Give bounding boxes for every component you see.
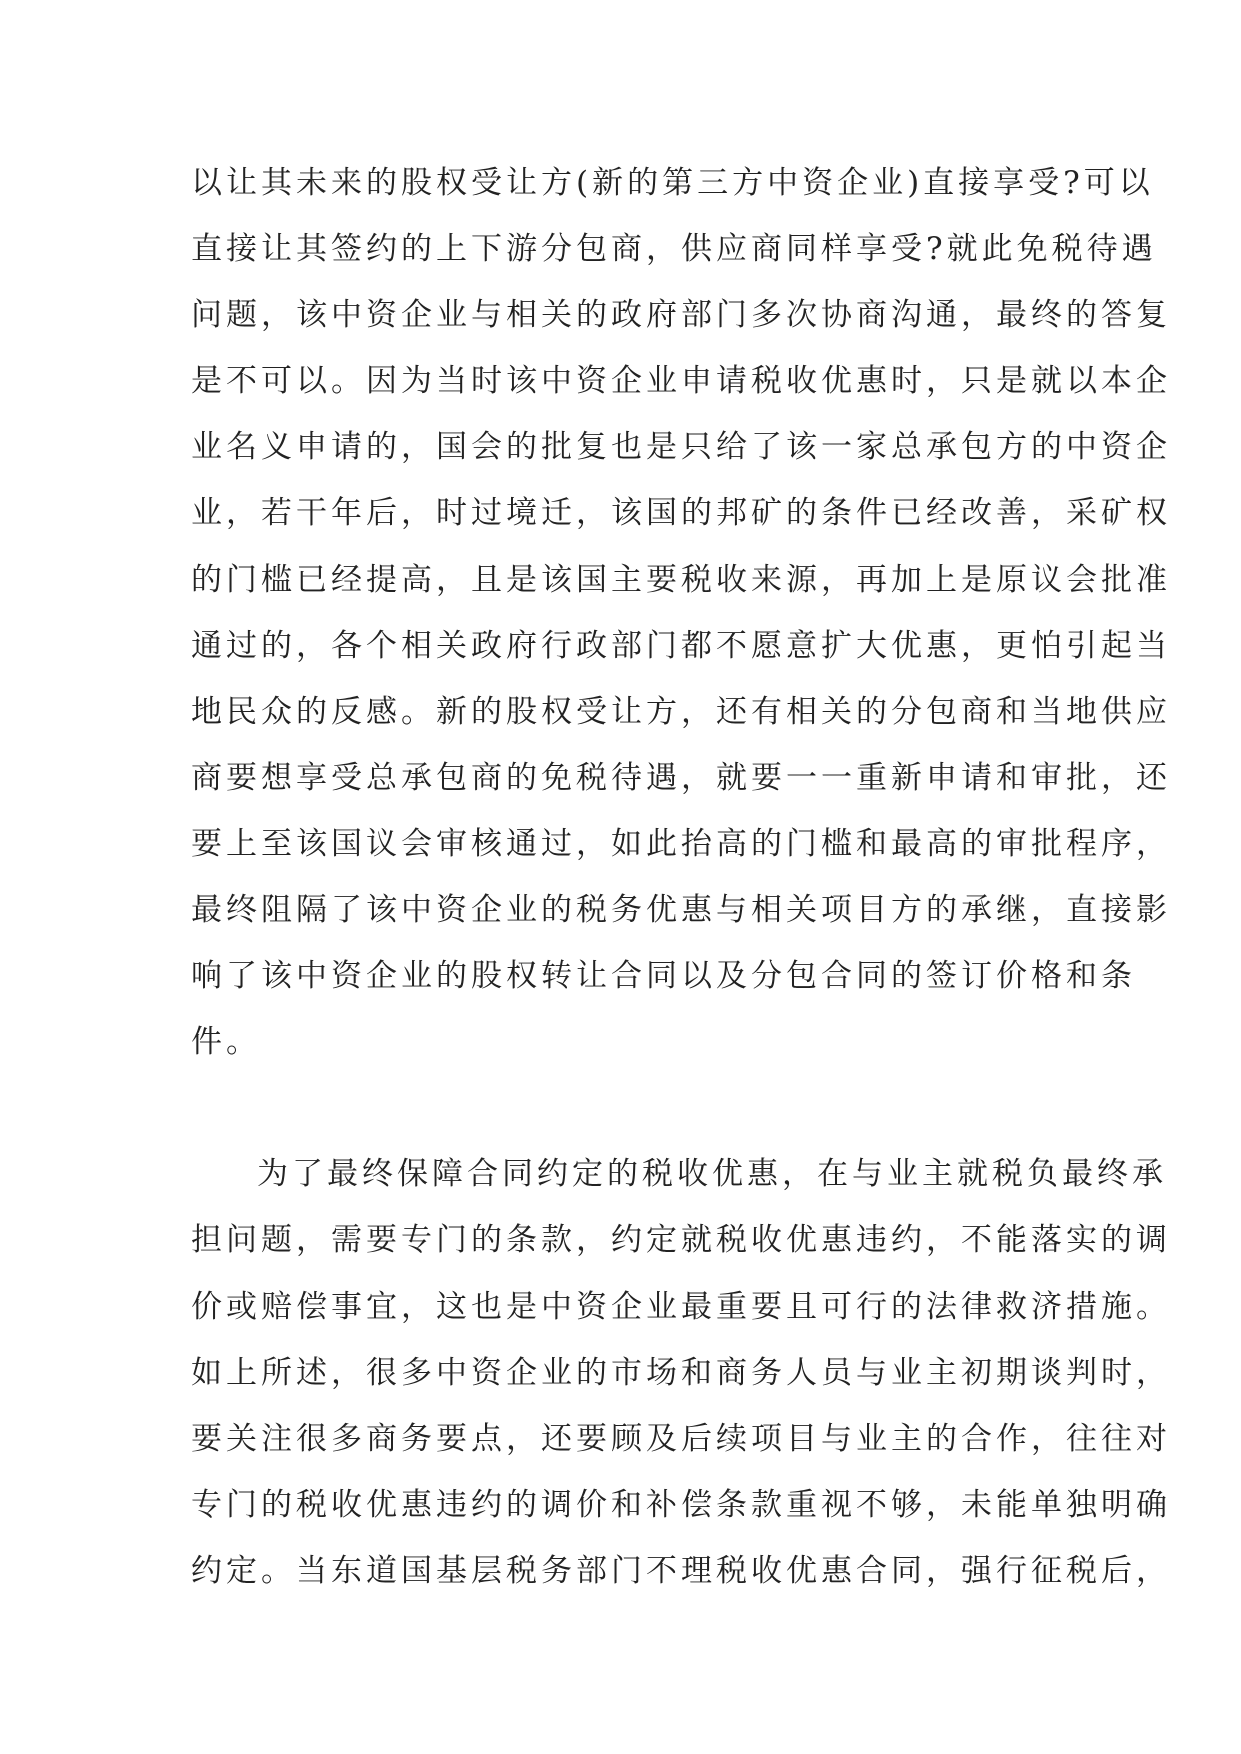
text-line: 如上所述，很多中资企业的市场和商务人员与业主初期谈判时， bbox=[191, 1354, 1171, 1391]
paragraph bbox=[191, 1141, 1171, 1604]
text-line: 要上至该国议会审核通过，如此抬高的门槛和最高的审批程序， bbox=[191, 825, 1171, 862]
text-line: 担问题，需要专门的条款，约定就税收优惠违约，不能落实的调 bbox=[191, 1222, 1171, 1259]
paragraph bbox=[191, 150, 1171, 1075]
text-line: 业，若干年后，时过境迁，该国的邦矿的条件已经改善，采矿权 bbox=[191, 495, 1171, 532]
document-body bbox=[191, 150, 1171, 1604]
text-line: 以让其未来的股权受让方(新的第三方中资企业)直接享受?可以 bbox=[191, 165, 1154, 201]
text-line: 为了最终保障合同约定的税收优惠，在与业主就税负最终承 bbox=[257, 1156, 1167, 1193]
text-line: 地民众的反感。新的股权受让方，还有相关的分包商和当地供应 bbox=[191, 693, 1171, 730]
text-line: 商要想享受总承包商的免税待遇，就要一一重新申请和审批，还 bbox=[191, 759, 1171, 796]
text-line: 响了该中资企业的股权转让合同以及分包合同的签订价格和条 bbox=[191, 958, 1136, 995]
text-line: 的门槛已经提高，且是该国主要税收来源，再加上是原议会批准 bbox=[191, 561, 1171, 598]
text-line: 是不可以。因为当时该中资企业申请税收优惠时，只是就以本企 bbox=[191, 363, 1171, 400]
text-line: 业名义申请的，国会的批复也是只给了该一家总承包方的中资企 bbox=[191, 429, 1171, 466]
text-line: 最终阻隔了该中资企业的税务优惠与相关项目方的承继，直接影 bbox=[191, 892, 1171, 929]
text-line: 问题，该中资企业与相关的政府部门多次协商沟通，最终的答复 bbox=[191, 297, 1171, 334]
text-line: 专门的税收优惠违约的调价和补偿条款重视不够，未能单独明确 bbox=[191, 1486, 1171, 1523]
text-line: 约定。当东道国基层税务部门不理税收优惠合同，强行征税后， bbox=[191, 1552, 1171, 1589]
text-line: 要关注很多商务要点，还要顾及后续项目与业主的合作，往往对 bbox=[191, 1420, 1171, 1457]
text-line: 件。 bbox=[191, 1024, 261, 1061]
paragraph-spacer bbox=[191, 1075, 1063, 1141]
text-line: 价或赔偿事宜，这也是中资企业最重要且可行的法律救济措施。 bbox=[191, 1288, 1171, 1325]
text-line: 直接让其签约的上下游分包商，供应商同样享受?就此免税待遇 bbox=[191, 231, 1157, 268]
text-line: 通过的，各个相关政府行政部门都不愿意扩大优惠，更怕引起当 bbox=[191, 627, 1171, 664]
